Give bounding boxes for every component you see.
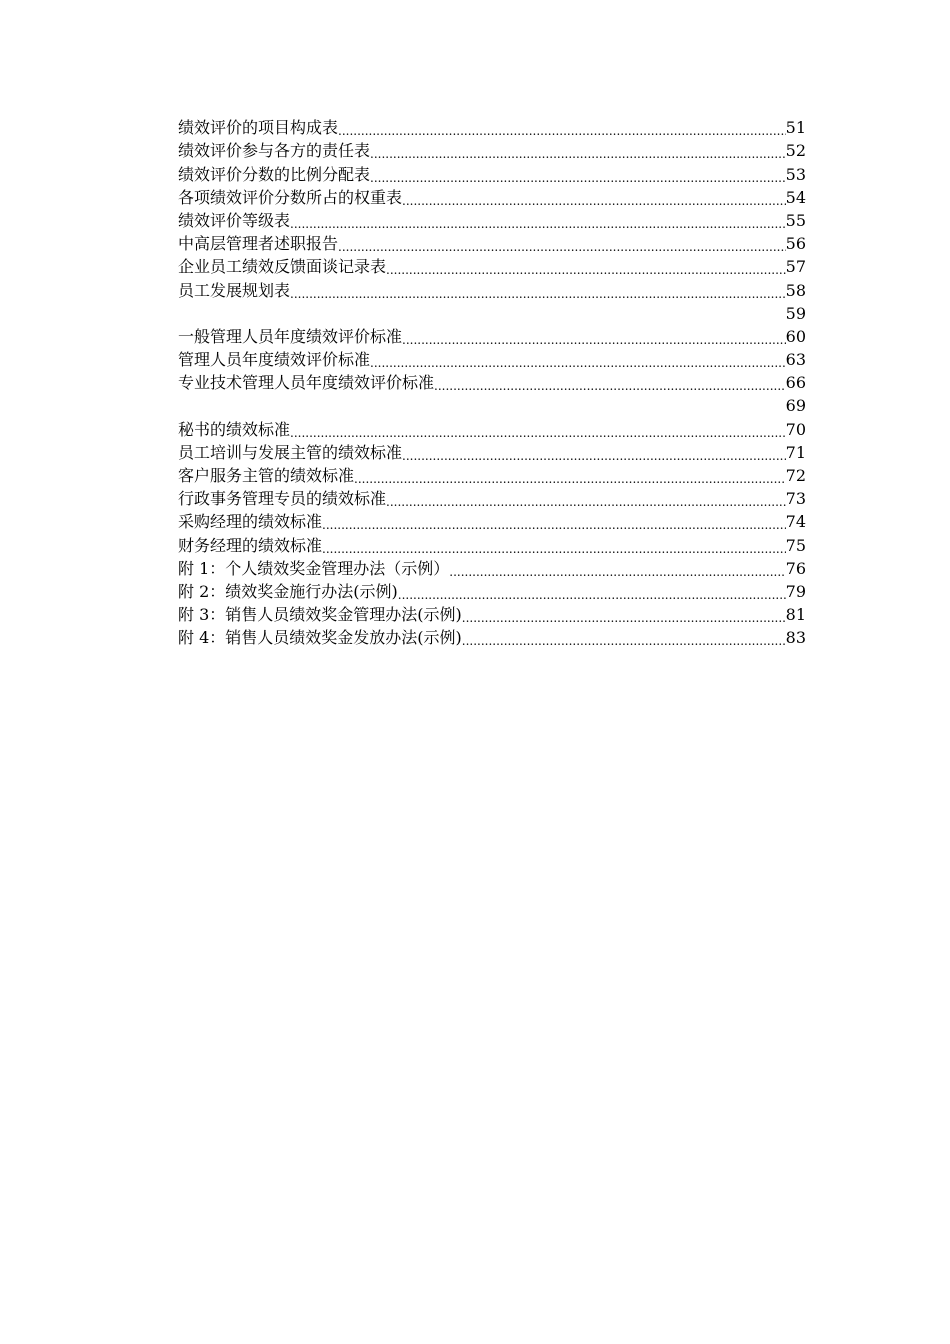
toc-entry-page: 81	[785, 605, 806, 625]
toc-entry[interactable]	[178, 464, 806, 487]
toc-entry-page: 79	[785, 581, 806, 601]
toc-entry-page: 52	[785, 141, 806, 161]
toc-dot-leader	[386, 487, 786, 510]
toc-entry-page: 59	[785, 303, 806, 323]
toc-entry-title: 附 1：个人绩效奖金管理办法（示例）	[178, 558, 450, 578]
toc-dot-leader	[402, 186, 786, 209]
toc-dot-leader	[370, 348, 786, 371]
toc-entry-title: 客户服务主管的绩效标准	[178, 466, 355, 485]
toc-entry-title: 中高层管理者述职报告	[178, 234, 339, 254]
toc-entry-page: 55	[785, 210, 806, 230]
toc-entry-title: 绩效评价参与各方的责任表	[178, 141, 371, 161]
toc-entry[interactable]	[178, 557, 806, 580]
toc-entry[interactable]	[178, 417, 806, 440]
toc-entry-title: 一般管理人员年度绩效评价标准	[178, 326, 403, 346]
toc-entry-title: 附 2：绩效奖金施行办法(示例)	[178, 581, 398, 601]
toc-dot-leader	[322, 510, 786, 533]
toc-dot-leader	[462, 603, 786, 626]
toc-entry[interactable]	[178, 325, 806, 348]
toc-entry-page: 60	[785, 326, 806, 346]
toc-entry[interactable]	[178, 278, 806, 301]
toc-entry[interactable]	[178, 302, 806, 325]
toc-entry[interactable]	[178, 533, 806, 556]
toc-entry-page: 69	[785, 396, 806, 416]
toc-dot-leader	[290, 209, 786, 232]
toc-entry-title: 财务经理的绩效标准	[178, 535, 323, 555]
toc-entry-title: 员工培训与发展主管的绩效标准	[178, 442, 403, 462]
toc-entry[interactable]	[178, 139, 806, 162]
toc-dot-leader	[370, 139, 786, 162]
toc-entry-page: 72	[785, 466, 806, 485]
toc-entry[interactable]	[178, 162, 806, 185]
toc-dot-leader	[178, 302, 786, 325]
toc-entry-title: 各项绩效评价分数所占的权重表	[178, 187, 403, 207]
toc-entry-title: 采购经理的绩效标准	[178, 512, 323, 532]
toc-entry[interactable]	[178, 116, 806, 139]
toc-entry-title: 行政事务管理专员的绩效标准	[178, 489, 387, 509]
toc-entry-page: 74	[785, 512, 806, 532]
toc-dot-leader	[290, 279, 786, 302]
toc-entry[interactable]	[178, 487, 806, 510]
toc-entry-title: 附 3：销售人员绩效奖金管理办法(示例)	[178, 605, 462, 625]
toc-dot-leader	[402, 325, 786, 348]
toc-entry[interactable]	[178, 232, 806, 255]
toc-dot-leader	[178, 394, 786, 417]
toc-entry-page: 57	[785, 257, 806, 277]
toc-dot-leader	[370, 163, 786, 186]
toc-dot-leader	[338, 232, 786, 255]
toc-entry-page: 71	[785, 442, 806, 462]
toc-entry[interactable]	[178, 209, 806, 232]
toc-entry[interactable]	[178, 186, 806, 209]
toc-entry-page: 75	[785, 535, 806, 555]
toc-entry-title: 企业员工绩效反馈面谈记录表	[178, 257, 387, 277]
toc-entry-page: 63	[785, 350, 806, 370]
toc-dot-leader	[386, 255, 786, 278]
toc-entry-page: 58	[785, 280, 806, 300]
toc-dot-leader	[338, 116, 786, 139]
toc-dot-leader	[462, 626, 786, 649]
toc-entry[interactable]	[178, 255, 806, 278]
toc-entry-title: 绩效评价分数的比例分配表	[178, 164, 371, 184]
toc-entry[interactable]	[178, 603, 806, 626]
toc-entry-page: 56	[785, 234, 806, 254]
toc-entry-page: 73	[785, 489, 806, 509]
toc-entry-title: 绩效评价的项目构成表	[178, 118, 339, 138]
toc-dot-leader	[449, 557, 785, 580]
toc-entry-page: 51	[785, 118, 806, 138]
toc-entry[interactable]	[178, 580, 806, 603]
toc-dot-leader	[290, 418, 786, 441]
toc-dot-leader	[322, 534, 786, 557]
toc-entry[interactable]	[178, 441, 806, 464]
toc-entry[interactable]	[178, 371, 806, 394]
toc-dot-leader	[398, 580, 786, 603]
toc-dot-leader	[434, 371, 786, 394]
toc-entry[interactable]	[178, 510, 806, 533]
toc-entry-page: 53	[785, 164, 806, 184]
toc-entry-title: 绩效评价等级表	[178, 210, 291, 230]
toc-entry-title: 附 4：销售人员绩效奖金发放办法(示例)	[178, 628, 462, 648]
toc-entry-page: 66	[785, 373, 806, 393]
toc-dot-leader	[402, 441, 786, 464]
toc-entry[interactable]	[178, 348, 806, 371]
toc-entry-page: 83	[785, 628, 806, 648]
table-of-contents	[178, 116, 806, 649]
toc-entry-page: 54	[785, 187, 806, 207]
toc-dot-leader	[354, 464, 786, 487]
toc-entry-page: 70	[785, 419, 806, 439]
toc-entry-title: 员工发展规划表	[178, 280, 291, 300]
toc-entry-title: 专业技术管理人员年度绩效评价标准	[178, 373, 435, 393]
toc-entry[interactable]	[178, 626, 806, 649]
toc-entry-title: 管理人员年度绩效评价标准	[178, 350, 371, 370]
toc-entry-page: 76	[785, 558, 806, 578]
toc-entry[interactable]	[178, 394, 806, 417]
toc-entry-title: 秘书的绩效标准	[178, 419, 291, 439]
